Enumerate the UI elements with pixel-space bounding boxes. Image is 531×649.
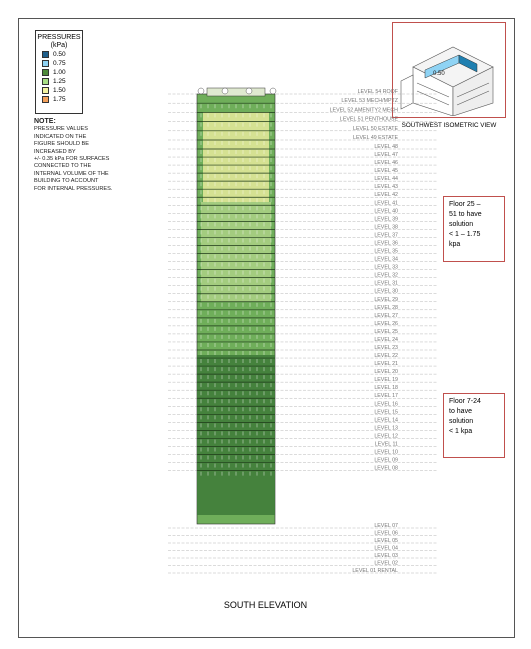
roof-fan	[246, 88, 252, 94]
level-label: LEVEL 24	[374, 336, 398, 343]
note-line-8: BUILDING TO ACCOUNT	[34, 178, 99, 185]
level-label: LEVEL 43	[374, 184, 398, 191]
level-label: LEVEL 36	[374, 240, 398, 247]
lower-callout-line-4: < 1 kpa	[449, 428, 473, 435]
level-label: LEVEL 04	[374, 545, 398, 552]
level-label: LEVEL 54 ROOF	[357, 89, 398, 95]
level-label: LEVEL 11	[374, 441, 398, 448]
level-label: LEVEL 18	[374, 385, 398, 392]
lower-floors-callout	[443, 393, 505, 458]
level-label: LEVEL 46	[374, 160, 398, 167]
level-label: LEVEL 15	[374, 409, 398, 416]
upper-callout-line-1: Floor 25 –	[449, 201, 481, 208]
legend-label: 0.50	[53, 51, 66, 58]
elevation-caption: SOUTH ELEVATION	[223, 600, 308, 610]
level-label: LEVEL 16	[374, 401, 398, 408]
level-label: LEVEL 30	[374, 288, 398, 295]
level-label: LEVEL 40	[374, 208, 398, 215]
lower-callout-line-3: solution	[449, 418, 474, 425]
level-label: LEVEL 21	[374, 361, 398, 368]
level-label: LEVEL 14	[374, 417, 398, 424]
level-label: LEVEL 08	[374, 465, 398, 472]
level-label: LEVEL 25	[374, 328, 398, 335]
level-label: LEVEL 53 MECH/MPTZ	[341, 98, 398, 105]
legend-label: 0.75	[53, 60, 66, 67]
roof-parapet	[207, 88, 265, 96]
roof-fan	[198, 88, 204, 94]
level-label: LEVEL 32	[374, 272, 398, 279]
legend-label: 1.00	[53, 69, 66, 76]
roof-fan	[270, 88, 276, 94]
level-label: LEVEL 38	[374, 224, 398, 231]
legend-label: 1.75	[53, 96, 66, 103]
level-label: LEVEL 48	[374, 144, 398, 150]
level-label: LEVEL 37	[374, 232, 398, 239]
level-label: LEVEL 42	[374, 192, 398, 199]
level-label: LEVEL 06	[374, 530, 398, 537]
level-label: LEVEL 03	[374, 553, 398, 559]
level-label: LEVEL 05	[374, 538, 398, 544]
note-line-5: +/- 0.35 kPa FOR SURFACES	[34, 156, 110, 163]
level-label: LEVEL 26	[374, 320, 398, 327]
level-label: LEVEL 35	[374, 248, 398, 255]
level-label: LEVEL 02	[374, 560, 398, 567]
note-line-9: FOR INTERNAL PRESSURES.	[34, 185, 113, 192]
upper-callout-line-2: 51 to have	[449, 211, 482, 218]
note-line-1: PRESSURE VALUES	[34, 126, 88, 133]
level-label: LEVEL 13	[374, 425, 398, 432]
lower-callout-line-1: Floor 7-24	[449, 398, 481, 405]
note-line-3: FIGURE SHOULD BE	[34, 141, 90, 148]
roof-fan	[222, 88, 228, 94]
level-label: LEVEL 44	[374, 176, 398, 183]
level-label: LEVEL 31	[374, 280, 398, 287]
upper-callout-line-5: kpa	[449, 241, 461, 248]
level-label: LEVEL 47	[374, 152, 398, 159]
legend-title-line1: PRESSURES	[37, 34, 81, 41]
legend-label: 1.25	[53, 78, 66, 85]
note-line-7: INTERNAL VOLUME OF THE	[34, 170, 109, 177]
level-label: LEVEL 41	[374, 200, 398, 207]
level-label: LEVEL 50 ESTATE	[353, 125, 398, 132]
legend-title-line2: (kPa)	[50, 42, 68, 49]
level-label: LEVEL 20	[374, 369, 398, 376]
level-label: LEVEL 01 RENTAL	[352, 568, 398, 574]
upper-callout-line-4: < 1 – 1.75	[449, 231, 481, 238]
level-label: LEVEL 19	[374, 377, 398, 384]
level-label: LEVEL 49 ESTATE	[353, 135, 398, 141]
isometric-caption: SOUTHWEST ISOMETRIC VIEW	[401, 122, 497, 129]
upper-callout-line-3: solution	[449, 221, 474, 228]
note-title: NOTE:	[34, 118, 56, 125]
level-label: LEVEL 09	[374, 457, 398, 464]
level-label: LEVEL 52 AMENITY2 MECH	[329, 107, 398, 114]
level-label: LEVEL 51 PENTHOUSE	[339, 116, 398, 123]
level-label: LEVEL 23	[374, 345, 398, 351]
note-line-6: CONNECTED TO THE	[34, 163, 92, 170]
level-label: LEVEL 27	[374, 312, 398, 319]
level-label: LEVEL 34	[374, 256, 398, 263]
level-label: LEVEL 28	[374, 304, 398, 311]
note-line-4: INCREASED BY	[34, 148, 76, 155]
level-label: LEVEL 07	[374, 523, 398, 529]
note-line-2: INDICATED ON THE	[34, 133, 87, 140]
level-label: LEVEL 29	[374, 296, 398, 303]
level-label: LEVEL 17	[374, 393, 398, 400]
level-label: LEVEL 10	[374, 449, 398, 456]
iso-panel-value: 0.50	[433, 71, 445, 77]
level-label: LEVEL 45	[374, 168, 398, 175]
legend-label: 1.50	[53, 87, 66, 94]
level-label: LEVEL 33	[374, 264, 398, 271]
upper-floors-callout	[443, 196, 505, 262]
lower-callout-line-2: to have	[449, 408, 472, 415]
level-label: LEVEL 22	[374, 353, 398, 360]
level-label: LEVEL 12	[374, 433, 398, 440]
level-label: LEVEL 39	[374, 216, 398, 223]
